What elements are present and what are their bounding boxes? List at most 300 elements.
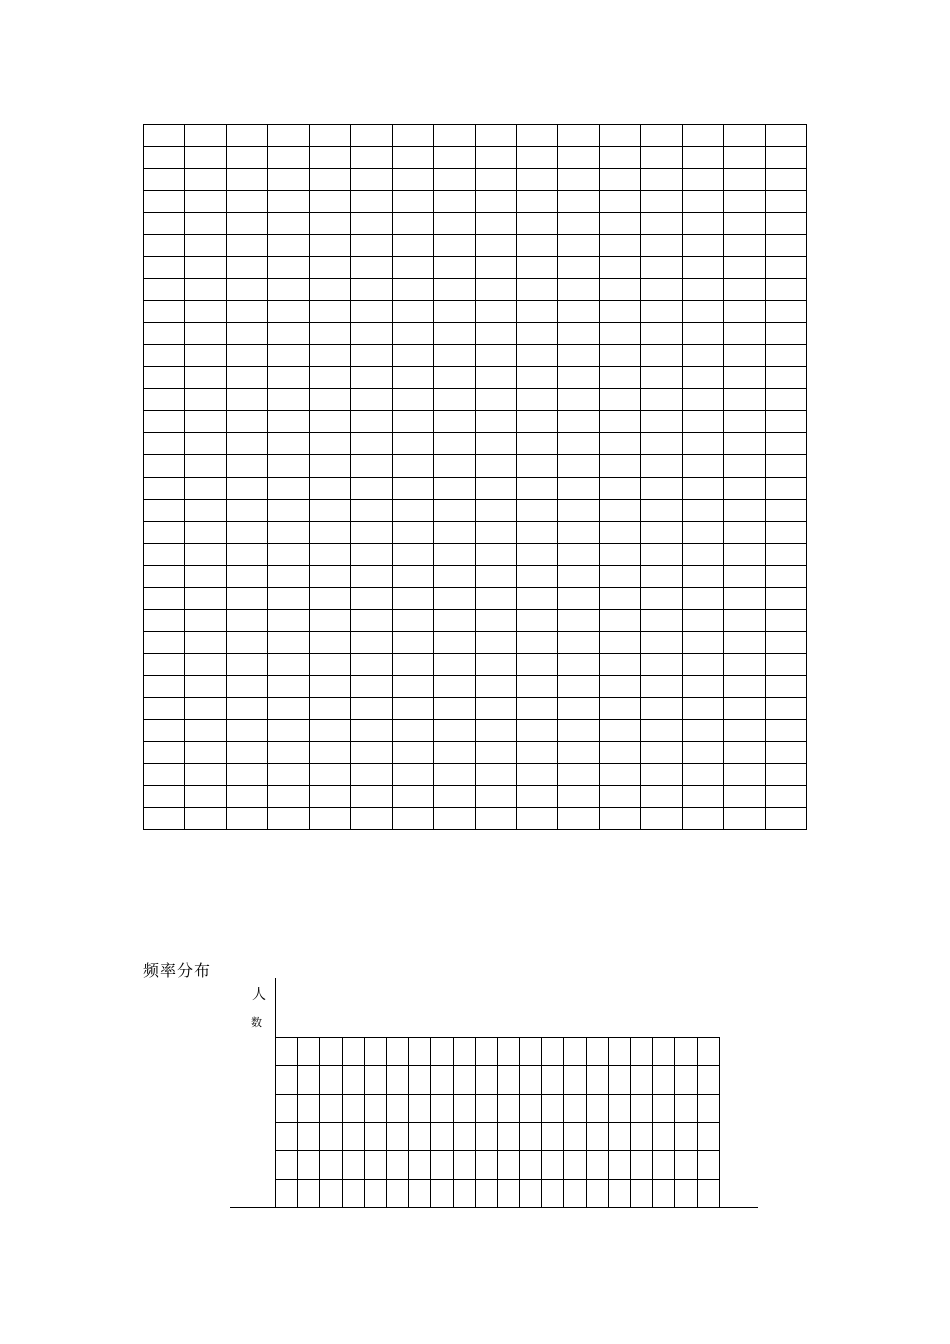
table-cell: [185, 235, 226, 257]
grid-cell: [586, 1122, 608, 1150]
grid-cell: [409, 1094, 431, 1122]
grid-cell: [564, 1151, 586, 1179]
table-cell: [226, 169, 267, 191]
table-cell: [558, 587, 599, 609]
table-cell: [268, 763, 309, 785]
table-cell: [434, 235, 475, 257]
table-cell: [475, 147, 516, 169]
table-cell: [268, 587, 309, 609]
table-cell: [144, 433, 185, 455]
table-cell: [475, 345, 516, 367]
table-cell: [516, 125, 557, 147]
table-cell: [724, 719, 765, 741]
table-cell: [682, 675, 723, 697]
table-cell: [558, 609, 599, 631]
table-cell: [599, 609, 640, 631]
grid-cell: [542, 1179, 564, 1207]
table-cell: [516, 587, 557, 609]
table-cell: [351, 697, 392, 719]
table-cell: [226, 741, 267, 763]
table-cell: [558, 455, 599, 477]
table-cell: [392, 389, 433, 411]
table-cell: [641, 543, 682, 565]
grid-cell: [497, 1122, 519, 1150]
table-row: [144, 675, 807, 697]
table-cell: [268, 719, 309, 741]
grid-cell: [298, 1038, 320, 1066]
grid-cell: [475, 1066, 497, 1094]
table-cell: [599, 411, 640, 433]
table-cell: [516, 499, 557, 521]
table-cell: [309, 521, 350, 543]
table-cell: [351, 191, 392, 213]
table-cell: [392, 191, 433, 213]
table-cell: [185, 741, 226, 763]
table-cell: [144, 719, 185, 741]
table-cell: [516, 565, 557, 587]
table-cell: [185, 455, 226, 477]
table-cell: [226, 345, 267, 367]
table-cell: [765, 455, 806, 477]
table-cell: [226, 125, 267, 147]
table-cell: [309, 697, 350, 719]
table-cell: [765, 565, 806, 587]
table-cell: [434, 169, 475, 191]
grid-cell: [697, 1179, 719, 1207]
table-cell: [185, 279, 226, 301]
table-cell: [434, 411, 475, 433]
table-cell: [392, 807, 433, 829]
table-cell: [268, 323, 309, 345]
table-row: [144, 565, 807, 587]
table-cell: [392, 147, 433, 169]
table-cell: [475, 521, 516, 543]
table-cell: [599, 543, 640, 565]
grid-cell: [675, 1066, 697, 1094]
table-cell: [765, 609, 806, 631]
table-cell: [185, 521, 226, 543]
table-cell: [268, 697, 309, 719]
table-cell: [724, 785, 765, 807]
grid-cell: [475, 1179, 497, 1207]
grid-cell: [542, 1094, 564, 1122]
grid-cell: [453, 1122, 475, 1150]
table-cell: [765, 587, 806, 609]
table-cell: [351, 499, 392, 521]
table-cell: [268, 367, 309, 389]
table-cell: [599, 389, 640, 411]
table-cell: [516, 741, 557, 763]
table-cell: [558, 653, 599, 675]
table-cell: [682, 499, 723, 521]
table-cell: [558, 411, 599, 433]
table-cell: [434, 807, 475, 829]
table-cell: [226, 543, 267, 565]
grid-cell: [608, 1094, 630, 1122]
table-cell: [475, 499, 516, 521]
table-cell: [434, 587, 475, 609]
table-row: [144, 785, 807, 807]
table-cell: [185, 169, 226, 191]
table-cell: [682, 345, 723, 367]
table-cell: [268, 455, 309, 477]
grid-cell: [608, 1066, 630, 1094]
table-cell: [765, 125, 806, 147]
grid-cell: [675, 1151, 697, 1179]
grid-cell: [320, 1094, 342, 1122]
table-cell: [599, 565, 640, 587]
table-cell: [226, 213, 267, 235]
table-cell: [309, 587, 350, 609]
table-cell: [392, 785, 433, 807]
table-cell: [268, 785, 309, 807]
table-cell: [724, 653, 765, 675]
table-cell: [682, 125, 723, 147]
table-cell: [724, 323, 765, 345]
table-cell: [351, 389, 392, 411]
grid-cell: [542, 1038, 564, 1066]
grid-cell: [631, 1094, 653, 1122]
table-cell: [599, 235, 640, 257]
table-row: [144, 477, 807, 499]
table-cell: [558, 323, 599, 345]
table-cell: [268, 191, 309, 213]
table-cell: [226, 653, 267, 675]
table-cell: [641, 257, 682, 279]
table-cell: [434, 477, 475, 499]
table-cell: [724, 631, 765, 653]
table-cell: [682, 653, 723, 675]
table-cell: [558, 631, 599, 653]
table-cell: [434, 741, 475, 763]
table-cell: [558, 301, 599, 323]
table-cell: [475, 301, 516, 323]
grid-row: [276, 1038, 720, 1066]
table-cell: [724, 609, 765, 631]
table-cell: [185, 499, 226, 521]
table-cell: [599, 631, 640, 653]
table-cell: [682, 521, 723, 543]
grid-cell: [364, 1179, 386, 1207]
table-cell: [144, 191, 185, 213]
grid-cell: [497, 1179, 519, 1207]
table-cell: [309, 191, 350, 213]
table-cell: [516, 169, 557, 191]
grid-cell: [276, 1122, 298, 1150]
table-cell: [268, 147, 309, 169]
table-cell: [226, 301, 267, 323]
table-cell: [599, 807, 640, 829]
table-cell: [475, 389, 516, 411]
table-cell: [724, 169, 765, 191]
table-cell: [185, 785, 226, 807]
table-cell: [309, 543, 350, 565]
grid-cell: [653, 1038, 675, 1066]
table-row: [144, 609, 807, 631]
grid-cell: [409, 1122, 431, 1150]
grid-cell: [276, 1094, 298, 1122]
table-cell: [268, 521, 309, 543]
table-cell: [351, 257, 392, 279]
table-cell: [392, 697, 433, 719]
table-cell: [268, 389, 309, 411]
grid-cell: [586, 1038, 608, 1066]
grid-cell: [564, 1094, 586, 1122]
grid-cell: [542, 1151, 564, 1179]
table-row: [144, 147, 807, 169]
table-cell: [226, 477, 267, 499]
table-cell: [475, 609, 516, 631]
table-cell: [185, 565, 226, 587]
table-cell: [309, 631, 350, 653]
grid-cell: [453, 1179, 475, 1207]
table-cell: [392, 323, 433, 345]
table-cell: [268, 631, 309, 653]
grid-cell: [453, 1094, 475, 1122]
table-cell: [475, 213, 516, 235]
table-cell: [765, 653, 806, 675]
table-cell: [724, 587, 765, 609]
table-cell: [392, 125, 433, 147]
table-cell: [475, 235, 516, 257]
table-cell: [682, 191, 723, 213]
grid-cell: [364, 1038, 386, 1066]
grid-cell: [631, 1038, 653, 1066]
table-cell: [268, 499, 309, 521]
histogram-grid: [275, 1037, 720, 1208]
table-cell: [185, 719, 226, 741]
table-cell: [309, 279, 350, 301]
table-cell: [434, 323, 475, 345]
table-cell: [516, 301, 557, 323]
y-axis-label-char-1: 人: [252, 987, 266, 1003]
table-cell: [599, 785, 640, 807]
table-cell: [765, 741, 806, 763]
table-cell: [268, 675, 309, 697]
table-cell: [144, 345, 185, 367]
table-cell: [516, 147, 557, 169]
table-cell: [682, 763, 723, 785]
table-cell: [185, 675, 226, 697]
table-row: [144, 741, 807, 763]
table-cell: [144, 631, 185, 653]
table-cell: [226, 675, 267, 697]
table-cell: [351, 763, 392, 785]
grid-cell: [520, 1094, 542, 1122]
table-cell: [516, 785, 557, 807]
grid-cell: [675, 1122, 697, 1150]
grid-cell: [653, 1179, 675, 1207]
grid-cell: [697, 1094, 719, 1122]
table-cell: [392, 763, 433, 785]
table-cell: [682, 169, 723, 191]
table-cell: [641, 807, 682, 829]
grid-cell: [497, 1066, 519, 1094]
table-cell: [434, 147, 475, 169]
table-cell: [599, 521, 640, 543]
table-cell: [682, 697, 723, 719]
table-cell: [682, 279, 723, 301]
grid-cell: [497, 1151, 519, 1179]
table-cell: [641, 367, 682, 389]
grid-cell: [364, 1151, 386, 1179]
table-cell: [392, 499, 433, 521]
table-cell: [599, 433, 640, 455]
table-cell: [226, 697, 267, 719]
table-cell: [144, 499, 185, 521]
table-cell: [641, 213, 682, 235]
table-cell: [392, 169, 433, 191]
table-cell: [351, 477, 392, 499]
table-cell: [765, 301, 806, 323]
grid-cell: [364, 1066, 386, 1094]
grid-cell: [386, 1151, 408, 1179]
table-cell: [682, 477, 723, 499]
table-cell: [185, 367, 226, 389]
grid-cell: [520, 1151, 542, 1179]
table-cell: [309, 455, 350, 477]
grid-cell: [298, 1094, 320, 1122]
grid-cell: [586, 1066, 608, 1094]
table-cell: [268, 213, 309, 235]
table-cell: [392, 719, 433, 741]
table-cell: [351, 433, 392, 455]
table-cell: [392, 433, 433, 455]
grid-row: [276, 1122, 720, 1150]
table-cell: [558, 565, 599, 587]
table-cell: [392, 213, 433, 235]
table-cell: [682, 741, 723, 763]
table-row: [144, 653, 807, 675]
table-cell: [599, 257, 640, 279]
table-cell: [558, 191, 599, 213]
table-cell: [185, 653, 226, 675]
grid-cell: [475, 1094, 497, 1122]
grid-row: [276, 1094, 720, 1122]
grid-cell: [608, 1122, 630, 1150]
table-cell: [599, 367, 640, 389]
table-cell: [309, 235, 350, 257]
table-cell: [309, 609, 350, 631]
histogram-title: 频率分布: [143, 961, 212, 980]
table-cell: [268, 301, 309, 323]
table-cell: [268, 609, 309, 631]
table-cell: [392, 279, 433, 301]
table-row: [144, 411, 807, 433]
table-cell: [392, 257, 433, 279]
table-cell: [392, 631, 433, 653]
table-cell: [724, 455, 765, 477]
grid-cell: [298, 1066, 320, 1094]
table-cell: [475, 323, 516, 345]
table-cell: [434, 543, 475, 565]
table-cell: [558, 477, 599, 499]
table-cell: [765, 719, 806, 741]
table-cell: [682, 301, 723, 323]
table-row: [144, 719, 807, 741]
table-cell: [475, 455, 516, 477]
table-cell: [599, 719, 640, 741]
table-cell: [475, 411, 516, 433]
table-cell: [599, 345, 640, 367]
table-cell: [351, 279, 392, 301]
table-cell: [309, 301, 350, 323]
table-cell: [724, 741, 765, 763]
table-cell: [516, 433, 557, 455]
table-cell: [475, 279, 516, 301]
table-cell: [144, 279, 185, 301]
table-cell: [309, 807, 350, 829]
table-cell: [724, 147, 765, 169]
table-cell: [765, 543, 806, 565]
table-row: [144, 191, 807, 213]
table-cell: [682, 411, 723, 433]
grid-cell: [320, 1151, 342, 1179]
table-cell: [144, 235, 185, 257]
table-cell: [185, 543, 226, 565]
table-cell: [226, 235, 267, 257]
grid-cell: [564, 1179, 586, 1207]
table-cell: [309, 653, 350, 675]
table-cell: [724, 433, 765, 455]
table-cell: [144, 389, 185, 411]
grid-cell: [653, 1094, 675, 1122]
table-cell: [226, 609, 267, 631]
table-cell: [516, 719, 557, 741]
table-cell: [392, 455, 433, 477]
table-row: [144, 807, 807, 829]
grid-row: [276, 1066, 720, 1094]
table-cell: [558, 763, 599, 785]
table-cell: [475, 543, 516, 565]
table-cell: [599, 587, 640, 609]
table-cell: [682, 367, 723, 389]
table-cell: [351, 301, 392, 323]
table-cell: [641, 345, 682, 367]
table-cell: [434, 279, 475, 301]
table-cell: [599, 455, 640, 477]
table-cell: [185, 213, 226, 235]
table-cell: [185, 477, 226, 499]
table-cell: [682, 433, 723, 455]
table-cell: [144, 411, 185, 433]
table-cell: [434, 433, 475, 455]
table-cell: [434, 213, 475, 235]
grid-cell: [586, 1179, 608, 1207]
table-cell: [392, 345, 433, 367]
table-cell: [185, 411, 226, 433]
table-row: [144, 763, 807, 785]
table-cell: [351, 587, 392, 609]
table-cell: [516, 191, 557, 213]
table-cell: [599, 763, 640, 785]
table-cell: [309, 323, 350, 345]
table-cell: [682, 323, 723, 345]
table-cell: [475, 367, 516, 389]
table-cell: [144, 565, 185, 587]
table-cell: [185, 125, 226, 147]
table-cell: [682, 455, 723, 477]
table-cell: [351, 609, 392, 631]
grid-cell: [364, 1094, 386, 1122]
table-cell: [558, 235, 599, 257]
table-row: [144, 169, 807, 191]
grid-row: [276, 1179, 720, 1207]
table-cell: [226, 587, 267, 609]
grid-cell: [520, 1122, 542, 1150]
table-cell: [516, 763, 557, 785]
grid-cell: [520, 1179, 542, 1207]
